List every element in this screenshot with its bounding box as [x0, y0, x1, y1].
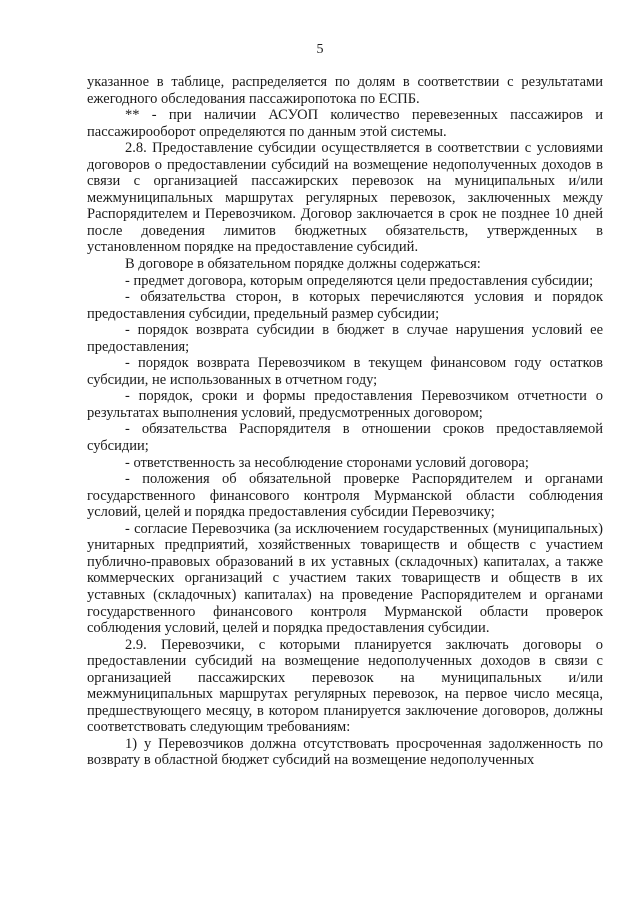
list-item: - порядок возврата субсидии в бюджет в случае нарушения условий ее предоставления;: [87, 322, 603, 355]
list-item: - порядок, сроки и формы предоставления Перевозчиком отчетности о результатах выполнения условий, предусмотренных договором;: [87, 388, 603, 421]
list-item: - ответственность за несоблюдение сторонами условий договора;: [125, 454, 529, 471]
list-item: - обязательства Распорядителя в отношении сроков предоставляемой субсидии;: [87, 421, 603, 455]
paragraph-contract-intro: В договоре в обязательном порядке должны содержаться:: [125, 256, 481, 273]
list-item: - согласие Перевозчика (за исключением государственных (муниципальных) унитарных предприятий, хозяйственных товариществ и обществ с участием публично-правовых образований в их уставных (складочных) капиталах, а также коммерческих организаций с участием таких товариществ и обществ в их уставных (складочных) капиталах) на проведение Распорядителем и органами государственного финансового контроля Мурманской области проверок соблюдения условий, целей и порядка предоставления субсидии.: [87, 520, 603, 637]
paragraph-2-9: 2.9. Перевозчики, с которыми планируется заключать договоры о предоставлении субсидий на возмещение недополученных доходов в связи с организацией пассажирских перевозок на муниципальных и/или межмуниципальных маршрутах регулярных перевозок, на первое число месяца, предшествующего месяцу, в котором планируется заключение договоров, должны соответствовать следующим требованиям:: [87, 636, 603, 736]
paragraph-footnote: ** - при наличии АСУОП количество перевезенных пассажиров и пассажирооборот определяются по данным этой системы.: [87, 107, 603, 140]
list-item: - положения об обязательной проверке Распорядителем и органами государственного финансового контроля Мурманской области соблюдения условий, целей и порядка предоставления субсидии Перевозчику;: [87, 471, 603, 521]
paragraph-1: указанное в таблице, распределяется по долям в соответствии с результатами ежегодного обследования пассажиропотока по ЕСПБ.: [87, 74, 603, 107]
list-item: - обязательства сторон, в которых перечисляются условия и порядок предоставления субсидии, предельный размер субсидии;: [87, 289, 603, 322]
list-item: - предмет договора, которым определяются цели предоставления субсидии;: [125, 272, 594, 289]
document-body: [87, 74, 603, 769]
page-number: 5: [316, 42, 324, 57]
paragraph-requirement-1: 1) у Перевозчиков должна отсутствовать просроченная задолженность по возврату в областной бюджет субсидий на возмещение недополученных: [87, 735, 603, 769]
list-item: - порядок возврата Перевозчиком в текущем финансовом году остатков субсидии, не использованных в отчетном году;: [87, 355, 603, 388]
paragraph-2-8: 2.8. Предоставление субсидии осуществляется в соответствии с условиями договоров о предоставлении субсидий на возмещение недополученных доходов в связи с организацией пассажирских перевозок на муниципальных и/или межмуниципальных маршрутах регулярных перевозок, заключенных между Распорядителем и Перевозчиком. Договор заключается в срок не позднее 10 дней после доведения лимитов бюджетных обязательств, утвержденных в установленном порядке на предоставление субсидий.: [87, 140, 603, 256]
